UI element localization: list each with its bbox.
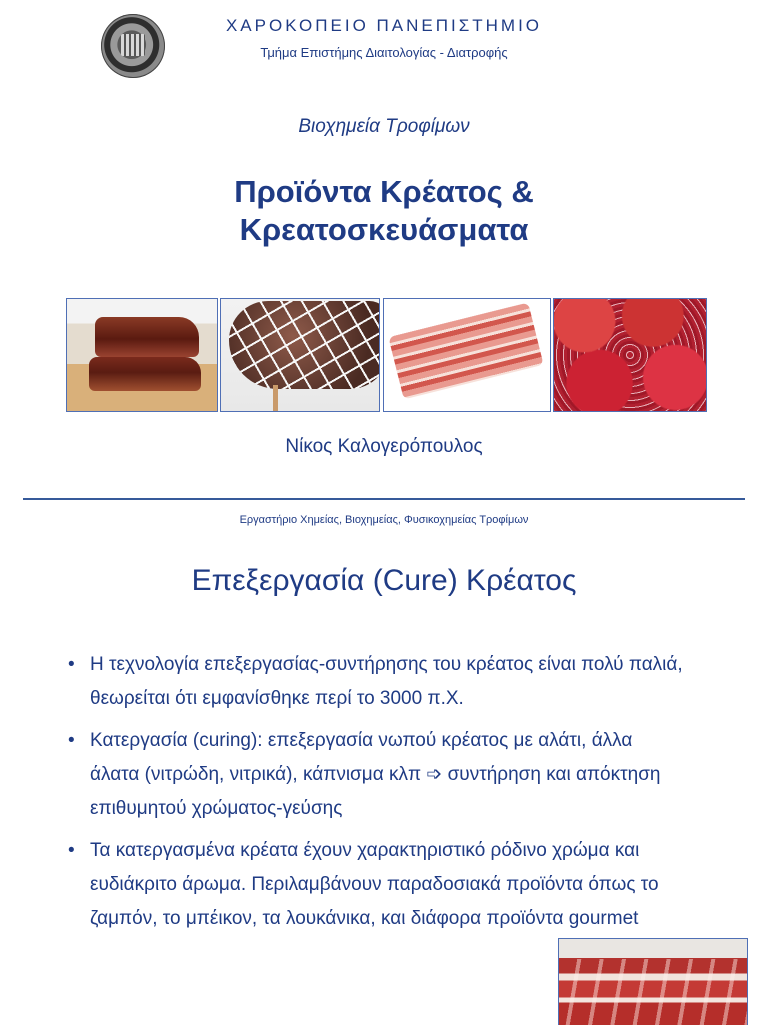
hanging-string <box>273 385 278 411</box>
salami-slices-photo <box>553 298 707 412</box>
cured-meat-photo <box>66 298 218 412</box>
title-line-2: Κρεατοσκευάσματα <box>239 212 529 247</box>
university-name: ΧΑΡΟΚΟΠΕΙΟ ΠΑΝΕΠΙΣΤΗΜΙΟ <box>225 16 543 35</box>
lab-name: Εργαστήριο Χημείας, Βιοχημείας, Φυσικοχημείας Τροφίμων <box>239 514 529 526</box>
bullet-list <box>66 648 686 944</box>
product-photos <box>66 298 706 412</box>
meat-piece-top <box>95 317 199 357</box>
fat-marbling <box>559 959 747 1025</box>
bullet-item: • Η τεχνολογία επεξεργασίας-συντήρησης του κρέατος είναι πολύ παλιά, θεωρείται ότι εμφανίσθηκε περί το 3000 π.Χ. <box>66 648 686 716</box>
content-slide <box>0 500 768 1024</box>
bullet-item: • Τα κατεργασμένα κρέατα έχουν χαρακτηριστικό ρόδινο χρώμα και ευδιάκριτο άρωμα. Περιλαμβάνουν παραδοσιακά προϊόντα όπως το ζαμπόν, το μπέικον, τα λουκάνικα, και διάφορα προϊόντα gourmet <box>66 834 686 936</box>
salami-slices <box>554 299 706 411</box>
bacon-strips <box>388 303 543 400</box>
department-name: Τμήμα Επιστήμης Διαιτολογίας - Διατροφής <box>260 45 508 60</box>
bacon-photo <box>383 298 551 412</box>
cured-meat-closeup-photo <box>558 938 748 1025</box>
title-slide <box>0 0 768 498</box>
author-name: Νίκος Καλογερόπουλος <box>285 436 483 457</box>
bullet-item: • Κατεργασία (curing): επεξεργασία νωπού κρέατος με αλάτι, άλλα άλατα (νιτρώδη, νιτρικά), κάπνισμα κλπ ➩ συντήρηση και απόκτηση επιθυμητού χρώματος-γεύσης <box>66 724 686 826</box>
content-title: Επεξεργασία (Cure) Κρέατος <box>191 564 577 597</box>
salami-shape <box>229 301 380 389</box>
course-name: Βιοχημεία Τροφίμων <box>298 116 470 137</box>
title-line-1: Προϊόντα Κρέατος & <box>234 174 534 209</box>
meat-piece-bottom <box>89 357 201 391</box>
slide-title <box>0 173 768 249</box>
salami-net-photo <box>220 298 380 412</box>
